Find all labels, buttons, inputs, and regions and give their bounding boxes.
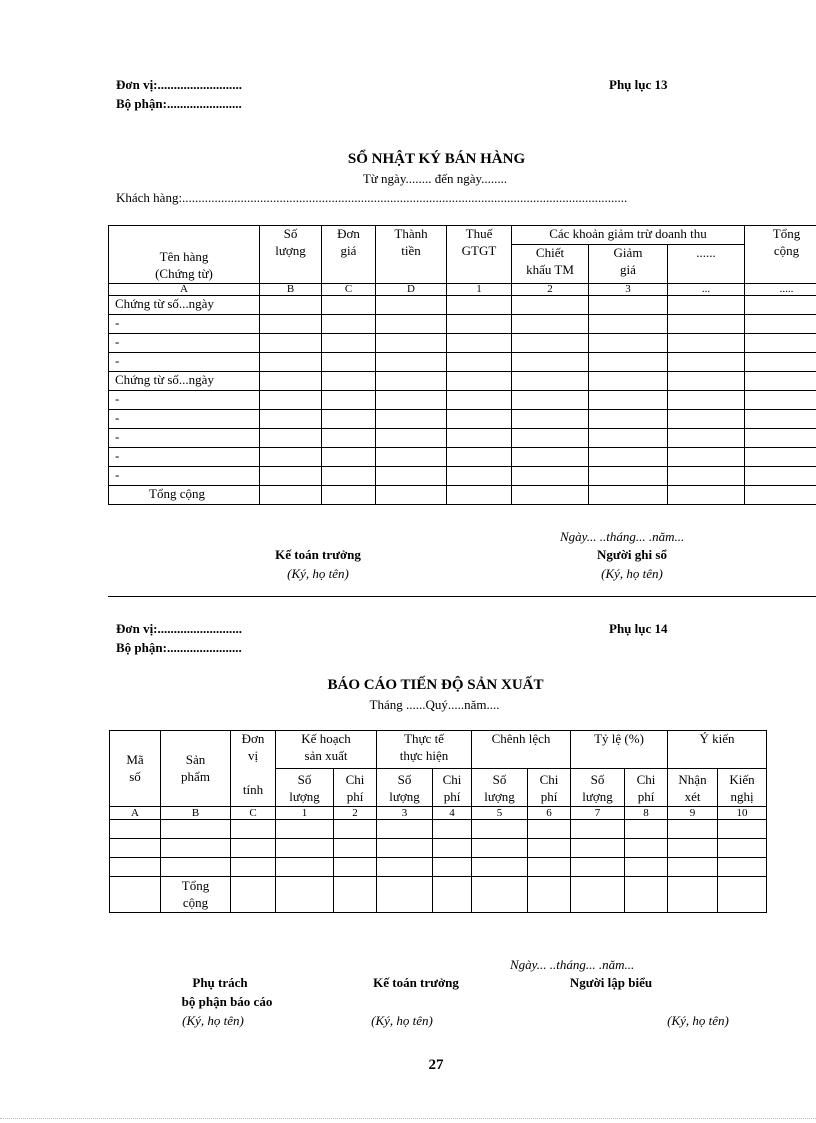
index-row bbox=[109, 284, 816, 296]
row-label: - bbox=[109, 315, 260, 334]
date-line: Ngày... ..tháng... .năm... bbox=[510, 957, 635, 972]
header-plan: Kế hoạch sản xuất bbox=[276, 731, 377, 769]
row-label: - bbox=[109, 429, 260, 448]
header-code: Mã số bbox=[110, 731, 161, 807]
header-opinion: Ý kiến bbox=[668, 731, 767, 769]
department-label: Bộ phận:....................... bbox=[116, 96, 242, 111]
index-cell: 7 bbox=[571, 807, 625, 820]
table-row bbox=[109, 372, 816, 391]
header-vat: Thuế GTGT bbox=[447, 226, 512, 284]
index-cell: 3 bbox=[589, 284, 668, 296]
sub-comment: Nhận xét bbox=[668, 769, 718, 807]
sub-cost: Chi phí bbox=[625, 769, 668, 807]
index-cell: C bbox=[322, 284, 376, 296]
report-title: BÁO CÁO TIẾN ĐỘ SẢN XUẤT bbox=[327, 677, 544, 693]
sub-quantity: Số lượng bbox=[571, 769, 625, 807]
index-cell: 4 bbox=[433, 807, 472, 820]
row-label: - bbox=[109, 391, 260, 410]
chief-accountant-note: (Ký, họ tên) bbox=[371, 1013, 433, 1028]
table-row bbox=[110, 858, 767, 877]
customer-line: Khách hàng:......................................................................................................................................... bbox=[116, 190, 628, 205]
table-row bbox=[109, 353, 816, 372]
section-divider bbox=[108, 596, 816, 597]
index-cell: A bbox=[109, 284, 260, 296]
index-cell: C bbox=[231, 807, 276, 820]
page-number: 27 bbox=[428, 1057, 444, 1073]
recorder-title: Người ghi sổ bbox=[597, 547, 667, 562]
production-progress-table bbox=[109, 730, 767, 913]
total-row bbox=[109, 486, 816, 505]
row-label: Chứng từ số...ngày bbox=[109, 296, 260, 315]
row-label: - bbox=[109, 334, 260, 353]
table-row bbox=[109, 410, 816, 429]
header-deductions: Các khoản giảm trừ doanh thu bbox=[512, 226, 745, 245]
table-row bbox=[109, 448, 816, 467]
index-cell: 1 bbox=[447, 284, 512, 296]
sub-cost: Chi phí bbox=[433, 769, 472, 807]
dept-head-title: Phụ trách bbox=[192, 975, 248, 990]
table-row bbox=[109, 315, 816, 334]
appendix-label: Phụ lục 13 bbox=[609, 77, 668, 92]
sub-quantity: Số lượng bbox=[276, 769, 334, 807]
index-cell: D bbox=[376, 284, 447, 296]
table-row bbox=[109, 467, 816, 486]
table-row bbox=[110, 820, 767, 839]
header-price-reduction: Giảm giá bbox=[589, 245, 668, 284]
table-row bbox=[109, 334, 816, 353]
header-quantity: Số lượng bbox=[260, 226, 322, 284]
sub-cost: Chi phí bbox=[334, 769, 377, 807]
total-label: Tổng cộng bbox=[109, 486, 260, 505]
unit-label: Đơn vị:.......................... bbox=[116, 77, 243, 92]
date-line: Ngày... ..tháng... .năm... bbox=[560, 529, 685, 544]
total-label: Tổng cộng bbox=[161, 877, 231, 913]
row-label: - bbox=[109, 467, 260, 486]
chief-accountant-title: Kế toán trưởng bbox=[373, 975, 459, 990]
index-cell: B bbox=[260, 284, 322, 296]
index-cell: A bbox=[110, 807, 161, 820]
index-cell: 2 bbox=[512, 284, 589, 296]
row-label: - bbox=[109, 353, 260, 372]
index-cell: 5 bbox=[472, 807, 528, 820]
index-cell: 10 bbox=[718, 807, 767, 820]
header-other: ...... bbox=[668, 245, 745, 284]
sub-quantity: Số lượng bbox=[472, 769, 528, 807]
page-title: SỔ NHẬT KÝ BÁN HÀNG bbox=[347, 151, 526, 167]
sales-journal-table bbox=[108, 225, 816, 505]
dept-head-note: (Ký, họ tên) bbox=[182, 1013, 244, 1028]
unit-label: Đơn vị:.......................... bbox=[116, 621, 243, 636]
index-cell: B bbox=[161, 807, 231, 820]
index-cell: 3 bbox=[377, 807, 433, 820]
row-label: Chứng từ số...ngày bbox=[109, 372, 260, 391]
period-line: Tháng ......Quý.....năm.... bbox=[369, 697, 500, 712]
header-trade-discount: Chiết khấu TM bbox=[512, 245, 589, 284]
index-cell: 2 bbox=[334, 807, 377, 820]
recorder-note: (Ký, họ tên) bbox=[601, 566, 663, 581]
chief-accountant-title: Kế toán trưởng bbox=[275, 547, 361, 562]
header-product: Sản phẩm bbox=[161, 731, 231, 807]
index-cell: 8 bbox=[625, 807, 668, 820]
table-row bbox=[109, 391, 816, 410]
page-bottom-edge bbox=[0, 1118, 816, 1119]
index-row bbox=[110, 807, 767, 820]
header-difference: Chênh lệch bbox=[472, 731, 571, 769]
header-total: Tổng cộng bbox=[745, 226, 816, 284]
header-amount: Thành tiền bbox=[376, 226, 447, 284]
index-cell: 9 bbox=[668, 807, 718, 820]
sub-cost: Chi phí bbox=[528, 769, 571, 807]
row-label: - bbox=[109, 448, 260, 467]
sub-suggestion: Kiến nghị bbox=[718, 769, 767, 807]
date-range: Từ ngày........ đến ngày........ bbox=[362, 171, 508, 186]
preparer-note: (Ký, họ tên) bbox=[667, 1013, 729, 1028]
index-cell: 6 bbox=[528, 807, 571, 820]
appendix-label: Phụ lục 14 bbox=[609, 621, 668, 636]
dept-head-title-2: bộ phận báo cáo bbox=[181, 994, 273, 1009]
table-row bbox=[109, 429, 816, 448]
chief-accountant-note: (Ký, họ tên) bbox=[287, 566, 349, 581]
index-cell: ..... bbox=[745, 284, 816, 296]
index-cell: ... bbox=[668, 284, 745, 296]
header-unit-price: Đơn giá bbox=[322, 226, 376, 284]
header-ratio: Tỷ lệ (%) bbox=[571, 731, 668, 769]
header-unit: Đơn vị tính bbox=[231, 731, 276, 807]
total-row bbox=[110, 877, 767, 913]
table-row bbox=[110, 839, 767, 858]
sub-quantity: Số lượng bbox=[377, 769, 433, 807]
table-row bbox=[109, 296, 816, 315]
department-label: Bộ phận:....................... bbox=[116, 640, 242, 655]
preparer-title: Người lập biểu bbox=[569, 975, 653, 990]
row-label: - bbox=[109, 410, 260, 429]
header-item-name: Tên hàng (Chứng từ) bbox=[109, 226, 260, 284]
index-cell: 1 bbox=[276, 807, 334, 820]
header-actual: Thực tế thực hiện bbox=[377, 731, 472, 769]
